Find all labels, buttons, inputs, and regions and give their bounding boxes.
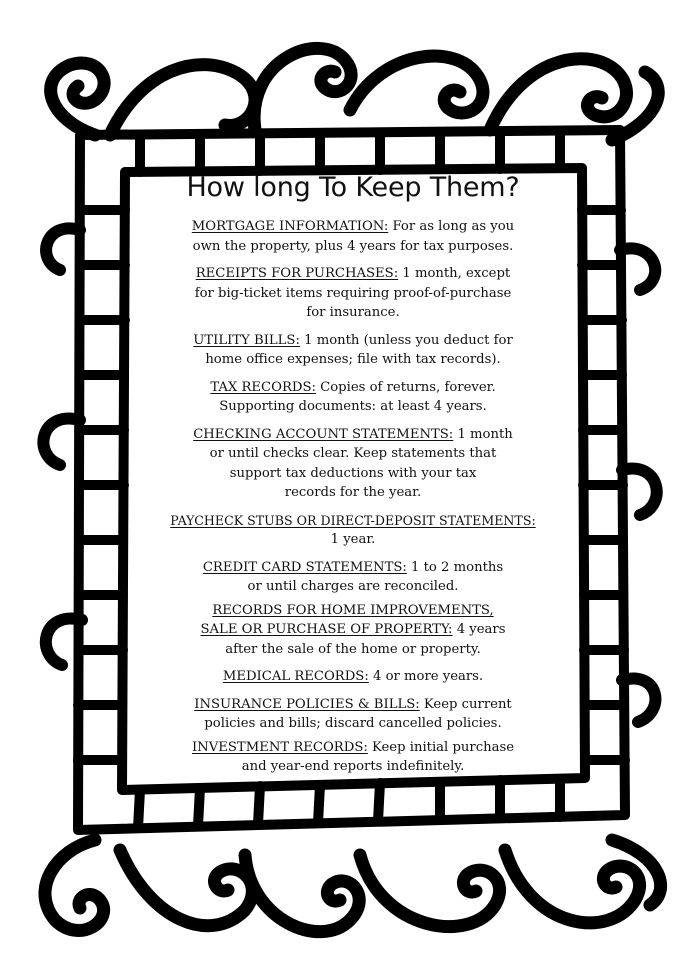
entry-tax-records <box>148 378 558 417</box>
entry-paycheck <box>148 511 558 550</box>
entry-text: 1 to 2 months <box>411 559 504 575</box>
entry-text: for insurance. <box>306 305 400 320</box>
bottom-scroll-ornament <box>45 840 661 932</box>
entry-text: Copies of returns, forever. <box>320 379 496 395</box>
entry-text: 4 or more years. <box>372 669 484 684</box>
entry-medical <box>148 667 558 687</box>
entry-heading: RECEIPTS FOR PURCHASES: <box>195 266 399 281</box>
entry-receipts <box>148 264 558 323</box>
entry-heading: UTILITY BILLS: <box>193 332 300 348</box>
entry-heading: MEDICAL RECORDS: <box>222 669 369 684</box>
entry-text: 1 month (unless you deduct for <box>304 332 513 348</box>
entry-checking <box>148 425 558 503</box>
entry-text: 1 month, except <box>402 266 511 281</box>
entry-text: policies and bills; discard cancelled policies. <box>204 716 502 731</box>
content-panel <box>148 168 558 785</box>
entry-heading: INSURANCE POLICIES & BILLS: <box>194 696 420 712</box>
entry-text: 1 month <box>457 426 513 442</box>
entry-text: after the sale of the home or property. <box>225 641 481 657</box>
entry-text: or until charges are reconciled. <box>247 579 459 594</box>
page-title: How long To Keep Them? <box>186 172 520 203</box>
entry-mortgage <box>148 217 558 256</box>
entry-text: home office expenses; file with tax records). <box>205 352 501 367</box>
entry-heading: PAYCHECK STUBS OR DIRECT-DEPOSIT STATEMENTS: <box>170 512 536 528</box>
entry-text: 4 years <box>456 622 506 637</box>
entry-home-improvements <box>148 601 558 660</box>
entry-insurance <box>148 695 558 734</box>
entry-heading: CREDIT CARD STATEMENTS: <box>202 559 407 575</box>
entry-text: Keep current <box>423 696 512 712</box>
entry-heading: RECORDS FOR HOME IMPROVEMENTS, <box>212 602 494 618</box>
entry-utility-bills <box>148 331 558 370</box>
entry-text: records for the year. <box>284 485 422 500</box>
entry-text: for big-ticket items requiring proof-of-purchase <box>194 285 512 301</box>
entry-heading: CHECKING ACCOUNT STATEMENTS: <box>193 426 454 442</box>
entry-credit-card <box>148 558 558 597</box>
entry-text: For as long as you <box>392 219 515 234</box>
entry-text: 1 year. <box>330 532 376 547</box>
entry-heading: TAX RECORDS: <box>210 379 316 395</box>
entry-heading: MORTGAGE INFORMATION: <box>191 219 389 234</box>
entry-text: support tax deductions with your tax <box>229 465 477 481</box>
entry-text: and year-end reports indefinitely. <box>241 759 465 774</box>
entry-text: or until checks clear. Keep statements that <box>209 446 497 461</box>
entry-heading: INVESTMENT RECORDS: <box>191 739 368 755</box>
entry-text: own the property, plus 4 years for tax purposes. <box>192 238 514 254</box>
entry-text: Supporting documents: at least 4 years. <box>219 399 487 414</box>
entry-investment <box>148 738 558 777</box>
entry-heading: SALE OR PURCHASE OF PROPERTY: <box>200 622 453 637</box>
entry-text: Keep initial purchase <box>372 739 515 755</box>
